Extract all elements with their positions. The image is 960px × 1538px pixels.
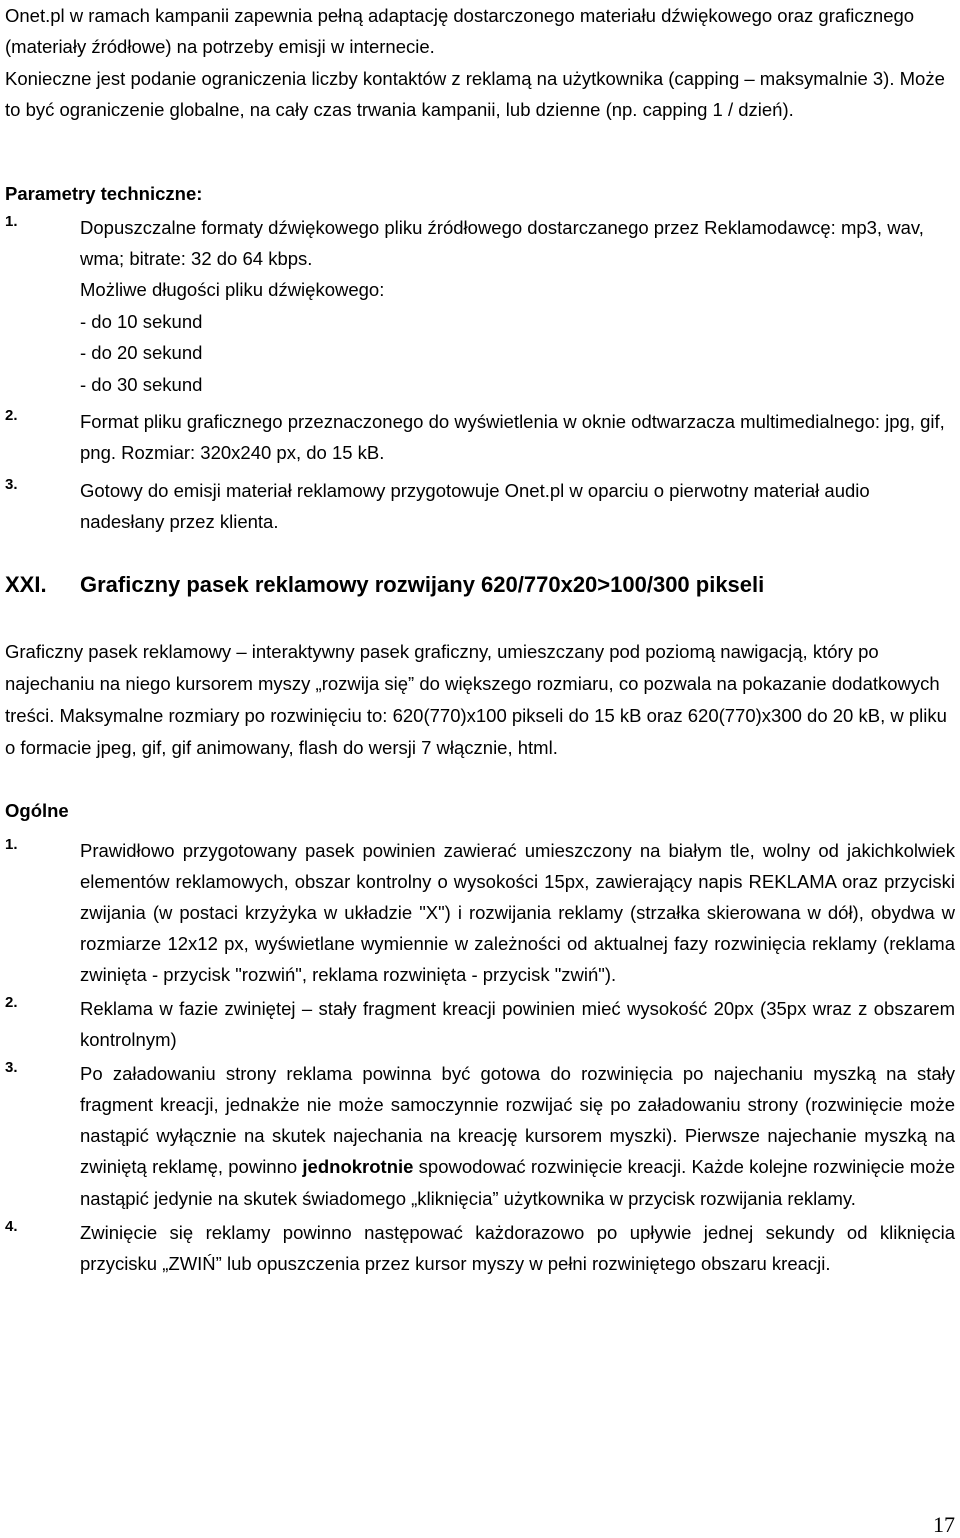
- list-item-text: Zwinięcie się reklamy powinno następować każdorazowo po upływie jednej sekundy od kliknięcia przycisku „ZWIŃ” lub opuszczenia przez kursor myszy w pełni rozwiniętego obszaru kreacji.: [80, 1221, 955, 1274]
- text-segment: spowodować rozwinięcie kreacji. Każde kolejne rozwinięcie może nastąpić jedynie na skutek świadomego „kliknięcia” użytkownika w przycisk rozwijania reklamy.: [80, 1156, 956, 1209]
- list-item-body: [80, 212, 955, 400]
- list-item-text: Reklama w fazie zwiniętej – stały fragment kreacji powinien mieć wysokość 20px (35px wraz z obszarem kontrolnym): [80, 997, 955, 1051]
- list-item: [5, 212, 955, 400]
- emphasized-text: jednokrotnie: [302, 1156, 414, 1178]
- general-list: [5, 835, 955, 1279]
- document-page: [5, 0, 955, 1282]
- sub-heading: Możliwe długości pliku dźwiękowego:: [80, 279, 385, 301]
- list-item-number: 1.: [5, 212, 18, 230]
- list-item-number: 3.: [5, 475, 18, 493]
- general-heading: Ogólne: [5, 799, 69, 821]
- text-segment: Po załadowaniu strony reklama powinna być gotowa do rozwinięcia po najechaniu myszką na stały fragment kreacji, jednakże nie może samoczynnie rozwijać się po załadowaniu strony (rozwinięcie może nastąpić wyłącznie na skutek najechania na kreację kursorem myszki). Pierwsze najechanie myszką na zwiniętą reklamę, powinno: [80, 1063, 955, 1178]
- list-item-text: [80, 1058, 955, 1213]
- list-item-number: 3.: [5, 1059, 18, 1077]
- section-heading: [5, 570, 955, 600]
- list-item: [5, 1058, 955, 1213]
- sub-item: - do 20 sekund: [80, 342, 203, 364]
- section-paragraph: Graficzny pasek reklamowy – interaktywny pasek graficzny, umieszczany pod poziomą nawigacją, który po najechaniu na niego kursorem myszy „rozwija się” do większego rozmiaru, co pozwala na pokazanie dodatkowych treści. Maksymalne rozmiary po rozwinięciu to: 620(770)x100 pikseli do 15 kB oraz 620(770)x300 do 20 kB, w pliku o formacie jpeg, gif, gif animowany, flash do wersji 7 włącznie, html.: [5, 640, 947, 759]
- list-item: [5, 993, 955, 1055]
- technical-parameters-list: [5, 212, 955, 538]
- list-item-number: 2.: [5, 993, 18, 1011]
- list-item: [5, 475, 955, 538]
- section-number: XXI.: [5, 571, 47, 597]
- list-item-number: 1.: [5, 835, 18, 853]
- list-item-text: Gotowy do emisji materiał reklamowy przygotowuje Onet.pl w oparciu o pierwotny materiał audio nadesłany przez klienta.: [80, 479, 870, 533]
- sub-item: - do 30 sekund: [80, 373, 203, 395]
- technical-parameters-heading: Parametry techniczne:: [5, 182, 203, 204]
- sub-item: - do 10 sekund: [80, 310, 203, 332]
- list-item: [5, 406, 955, 469]
- list-item-number: 4.: [5, 1217, 18, 1235]
- list-item-text: Dopuszczalne formaty dźwiękowego pliku źródłowego dostarczanego przez Reklamodawcę: mp3, wav, wma; bitrate: 32 do 64 kbps.: [80, 216, 924, 270]
- list-item: [5, 1217, 955, 1279]
- list-item-text: Format pliku graficznego przeznaczonego do wyświetlenia w oknie odtwarzacza multimedialnego: jpg, gif, png. Rozmiar: 320x240 px, do 15 kB.: [80, 411, 945, 464]
- section-title: Graficzny pasek reklamowy rozwijany 620/770x20>100/300 pikseli: [80, 571, 765, 597]
- intro-paragraph-1: Onet.pl w ramach kampanii zapewnia pełną adaptację dostarczonego materiału dźwiękowego oraz graficznego (materiały źródłowe) na potrzeby emisji w internecie.: [5, 5, 915, 58]
- intro-paragraph-2: Konieczne jest podanie ograniczenia liczby kontaktów z reklamą na użytkownika (capping – maksymalnie 3). Może to być ograniczenie globalne, na cały czas trwania kampanii, lub dzienne (np. capping 1 / dzień).: [5, 67, 945, 121]
- list-item: [5, 835, 955, 990]
- list-item-number: 2.: [5, 407, 18, 425]
- page-number: 17: [933, 1512, 955, 1537]
- list-item-text: Prawidłowo przygotowany pasek powinien zawierać umieszczony na białym tle, wolny od jakichkolwiek elementów reklamowych, obszar kontrolny o wysokości 15px, zawierający napis REKLAMA oraz przyciski zwijania (w postaci krzyżyka w układzie "X") i rozwijania reklamy (strzałka skierowana w dół), obydwa w rozmiarze 12x12 px, wyświetlane wymiennie w zależności od aktualnej fazy rozwinięcia reklamy (reklama zwinięta - przycisk "rozwiń", reklama rozwinięta - przycisk "zwiń").: [80, 839, 955, 985]
